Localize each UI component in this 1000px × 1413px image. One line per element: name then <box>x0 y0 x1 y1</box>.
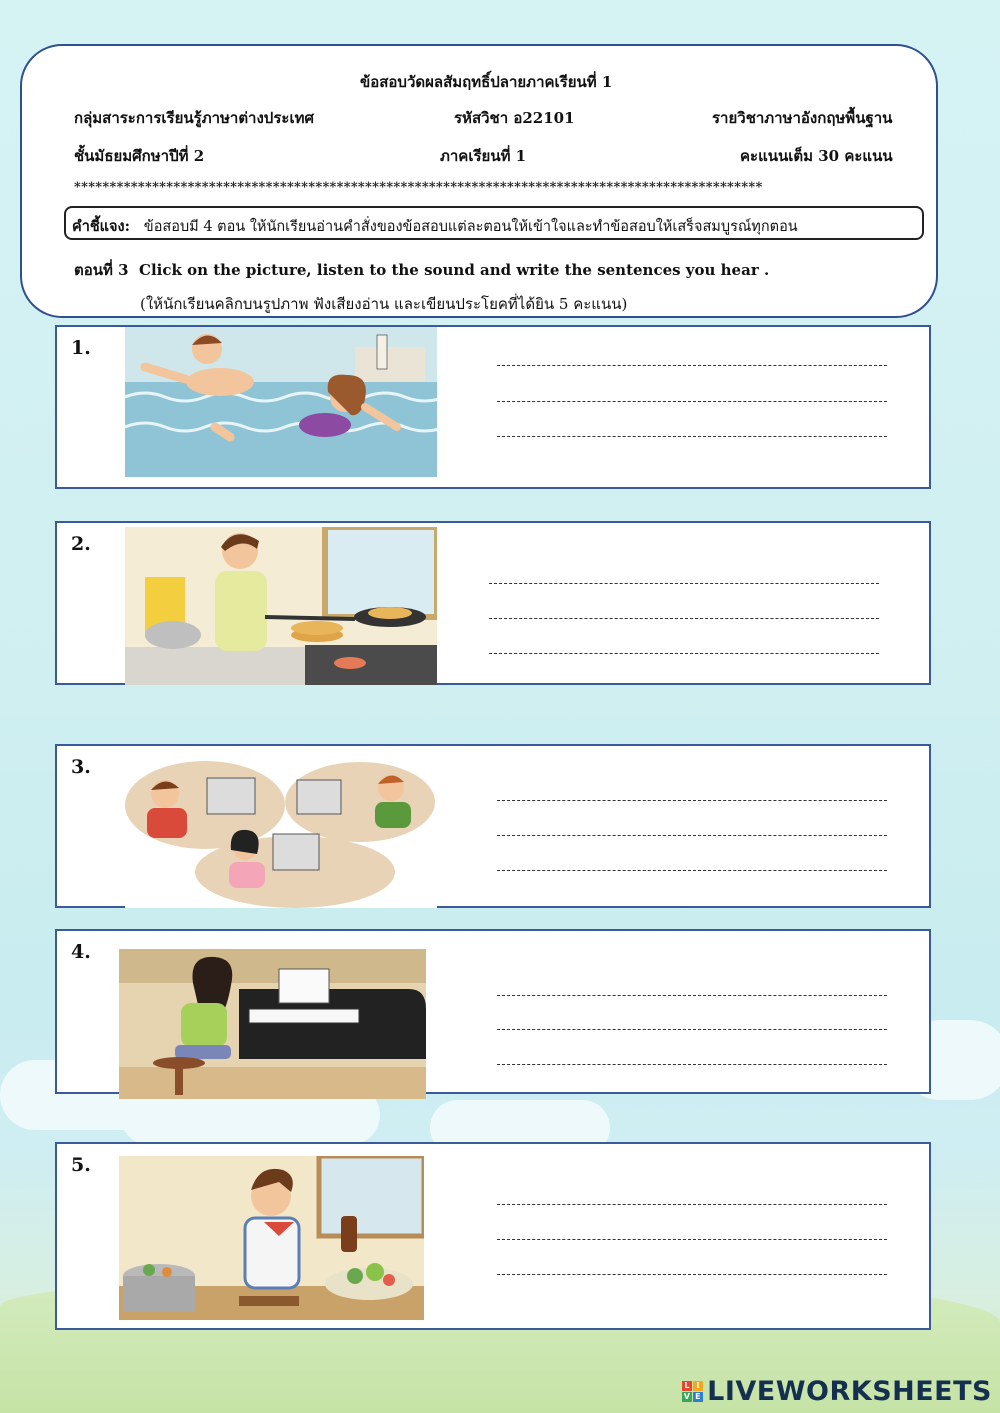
star-divider: ************************************************************************************************* <box>74 180 763 195</box>
answer-line[interactable] <box>497 365 887 366</box>
answer-line[interactable] <box>497 401 887 402</box>
answer-line[interactable] <box>497 870 887 871</box>
answer-line[interactable] <box>497 835 887 836</box>
answer-line[interactable] <box>497 436 887 437</box>
exam-header <box>20 44 938 318</box>
part-heading <box>74 258 769 282</box>
question-1 <box>55 325 931 489</box>
answer-line[interactable] <box>497 1239 887 1240</box>
answer-line[interactable] <box>497 995 887 996</box>
question-number: 4. <box>71 941 91 963</box>
subject-name: รายวิชาภาษาอังกฤษพื้นฐาน <box>712 109 893 127</box>
part-label: ตอนที่ 3 <box>74 261 129 279</box>
answer-line[interactable] <box>489 653 879 654</box>
answer-line[interactable] <box>497 1204 887 1205</box>
making-salad-picture[interactable] <box>119 1156 424 1320</box>
question-number: 1. <box>71 337 91 359</box>
liveworksheets-logo[interactable] <box>682 1376 992 1407</box>
live-badge-icon: L I V E <box>682 1381 703 1402</box>
cooking-pancakes-picture[interactable] <box>125 527 437 685</box>
question-number: 3. <box>71 756 91 778</box>
answer-line[interactable] <box>489 583 879 584</box>
exam-title: ข้อสอบวัดผลสัมฤทธิ์ปลายภาคเรียนที่ 1 <box>360 73 613 91</box>
part-instruction: Click on the picture, listen to the sound and write the sentences you hear . <box>139 261 770 279</box>
full-score: คะแนนเต็ม 30 คะแนน <box>740 147 893 165</box>
answer-line[interactable] <box>489 618 879 619</box>
grade-level: ชั้นมัธยมศึกษาปีที่ 2 <box>74 147 205 165</box>
subject-code: รหัสวิชา อ22101 <box>454 109 575 127</box>
question-2 <box>55 521 931 685</box>
subject-group: กลุ่มสาระการเรียนรู้ภาษาต่างประเทศ <box>74 109 314 127</box>
playing-piano-picture[interactable] <box>119 949 426 1099</box>
computer-class-picture[interactable] <box>125 760 437 908</box>
question-number: 2. <box>71 533 91 555</box>
question-number: 5. <box>71 1154 91 1176</box>
question-5 <box>55 1142 931 1330</box>
logo-text: LIVEWORKSHEETS <box>707 1376 992 1407</box>
instruction-label: คำชี้แจง: <box>72 218 130 235</box>
instruction-box <box>64 206 924 240</box>
instruction-text: ข้อสอบมี 4 ตอน ให้นักเรียนอ่านคำสั่งของข้อสอบแต่ละตอนให้เข้าใจและทำข้อสอบให้เสร็จสมบูรณ์ทุกตอน <box>143 219 798 235</box>
part-instruction-thai: (ให้นักเรียนคลิกบนรูปภาพ ฟังเสียงอ่าน และเขียนประโยคที่ได้ยิน 5 คะแนน) <box>140 295 628 313</box>
question-4 <box>55 929 931 1094</box>
answer-line[interactable] <box>497 1064 887 1065</box>
question-3 <box>55 744 931 908</box>
answer-line[interactable] <box>497 1029 887 1030</box>
answer-line[interactable] <box>497 1274 887 1275</box>
semester: ภาคเรียนที่ 1 <box>440 147 527 165</box>
swimming-picture[interactable] <box>125 327 437 477</box>
answer-line[interactable] <box>497 800 887 801</box>
